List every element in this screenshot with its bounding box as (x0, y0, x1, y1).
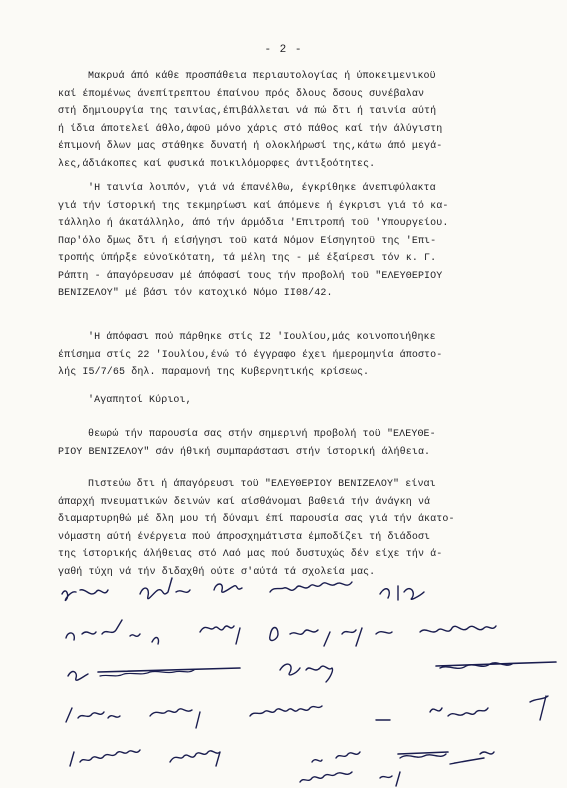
text-line: γιά τήν ίστορική της τεκμηρίωσι καί άπόμενε ή έγκρισι γιά τό κα- (58, 200, 449, 212)
text-line: καί έπομένως άνεπίτρεπτου έπαίνου πρός δλους δσους συνέβαλαν (58, 88, 425, 100)
text-line: 'Η ταινία λοιπόν, γιά νά έπανέλθω, έγκρίθηκε άνεπιφύλακτα (88, 183, 436, 194)
paragraph-3 (58, 329, 518, 382)
text-line: ΡΙΟΥ ΒΕΝΙΖΕΛΟΥ" σάν ήθική συμπαράστασι στήν ίστορική άλήθεια. (58, 446, 431, 458)
paragraph-1 (58, 68, 518, 173)
text-line: έπίσημα στίς 22 'Ιουλίου,ένώ τό έγγραφο έχει ήμερομηνία άποστο- (58, 349, 443, 361)
salutation (58, 392, 518, 410)
text-line: διαμαρτυρηθώ μέ δλη μου τή δύναμι έπί παρουσία σας γιά τήν άκατο- (58, 514, 455, 525)
paragraph-4 (58, 426, 518, 461)
text-line: γαθή τύχη νά τήν διδαχθή ούτε σ'αύτά τά σχολεία μας. (58, 566, 376, 578)
text-line: νόμαστη αύτή ένέργεια πού άπροσχημάτιστα έμποδίζει τή διάδοσι (58, 531, 431, 543)
text-line: ή ίδια άποτελεί άθλο,άφοϋ μόνο χάρις στό πάθος καί τήν άλύγιστη (58, 123, 443, 135)
text-line: τάλληλο ή άκατάλληλο, άπό τήν άρμόδια 'Επιτροπή τοϋ 'Υπουργείου. (58, 218, 449, 229)
text-line: 'Η άπόφασι πού πάρθηκε στίς Ι2 'Ιουλίου,μάς κοινοποιήθηκε (88, 332, 436, 343)
text-line: θεωρώ τήν παρουσία σας στήν σημερινή προβολή τοϋ "ΕΛΕΥΘΕ- (88, 429, 436, 440)
text-line: Μακρυά άπό κάθε προσπάθεια περιαυτολογίας ή ύποκειμενικοϋ (88, 71, 436, 82)
text-line: ΒΕΝΙΖΕΛΟΥ" μέ βάσι τόν κατοχικό Νόμο ΙΙ08/42. (58, 288, 333, 299)
text-line: της ίστορικής άλήθειας στό Λαό μας πού δυστυχώς δέν είχε τήν ά- (58, 549, 443, 560)
text-line: στή δημιουργία της ταινίας,έπιβάλλεται νά πώ δτι ή ταινία αύτή (58, 106, 437, 117)
handwritten-note (0, 572, 567, 788)
text-line: Ράπτη - άπαγόρευσαν μέ άπόφασί τους τήν προβολή τοϋ "ΕΛΕΥΘΕΡΙΟΥ (58, 270, 443, 282)
text-line: τροπής ύπήρξε εύνοϊκότατη, τά μέλη της - μέ έξαίρεσι τόν κ. Γ. (58, 253, 437, 264)
paragraph-5 (58, 476, 518, 581)
text-line: έπιμονή δλων μας στάθηκε δυνατή ή ολοκλήρωσί της,κάτω άπό μεγά- (58, 141, 443, 152)
page-number: - 2 - (264, 44, 303, 56)
text-line: 'Αγαπητοί Κύριοι, (88, 395, 192, 406)
text-line: Παρ'όλο δμως δτι ή είσήγησι τοϋ κατά Νόμον Είσηγητοϋ της 'Επι- (58, 235, 437, 247)
text-line: λες,άδιάκοπες καί φυσικά ποικιλόμορφες άντιξοότητες. (58, 158, 376, 170)
paragraph-2 (58, 180, 518, 303)
text-line: άπαρχή πνευματικών δεινών καί αίσθάνομαι βαθειά τήν άνάγκη νά (58, 496, 431, 508)
text-line: Πιστεύω δτι ή άπαγόρευσι τοϋ "ΕΛΕΥΘΕΡΙΟΥ ΒΕΝΙΖΕΛΟΥ" είναι (88, 479, 436, 490)
text-line: λής Ι5/7/65 δηλ. παραμονή της Κυβερνητικής κρίσεως. (58, 367, 370, 378)
handwriting-strokes (0, 572, 567, 788)
